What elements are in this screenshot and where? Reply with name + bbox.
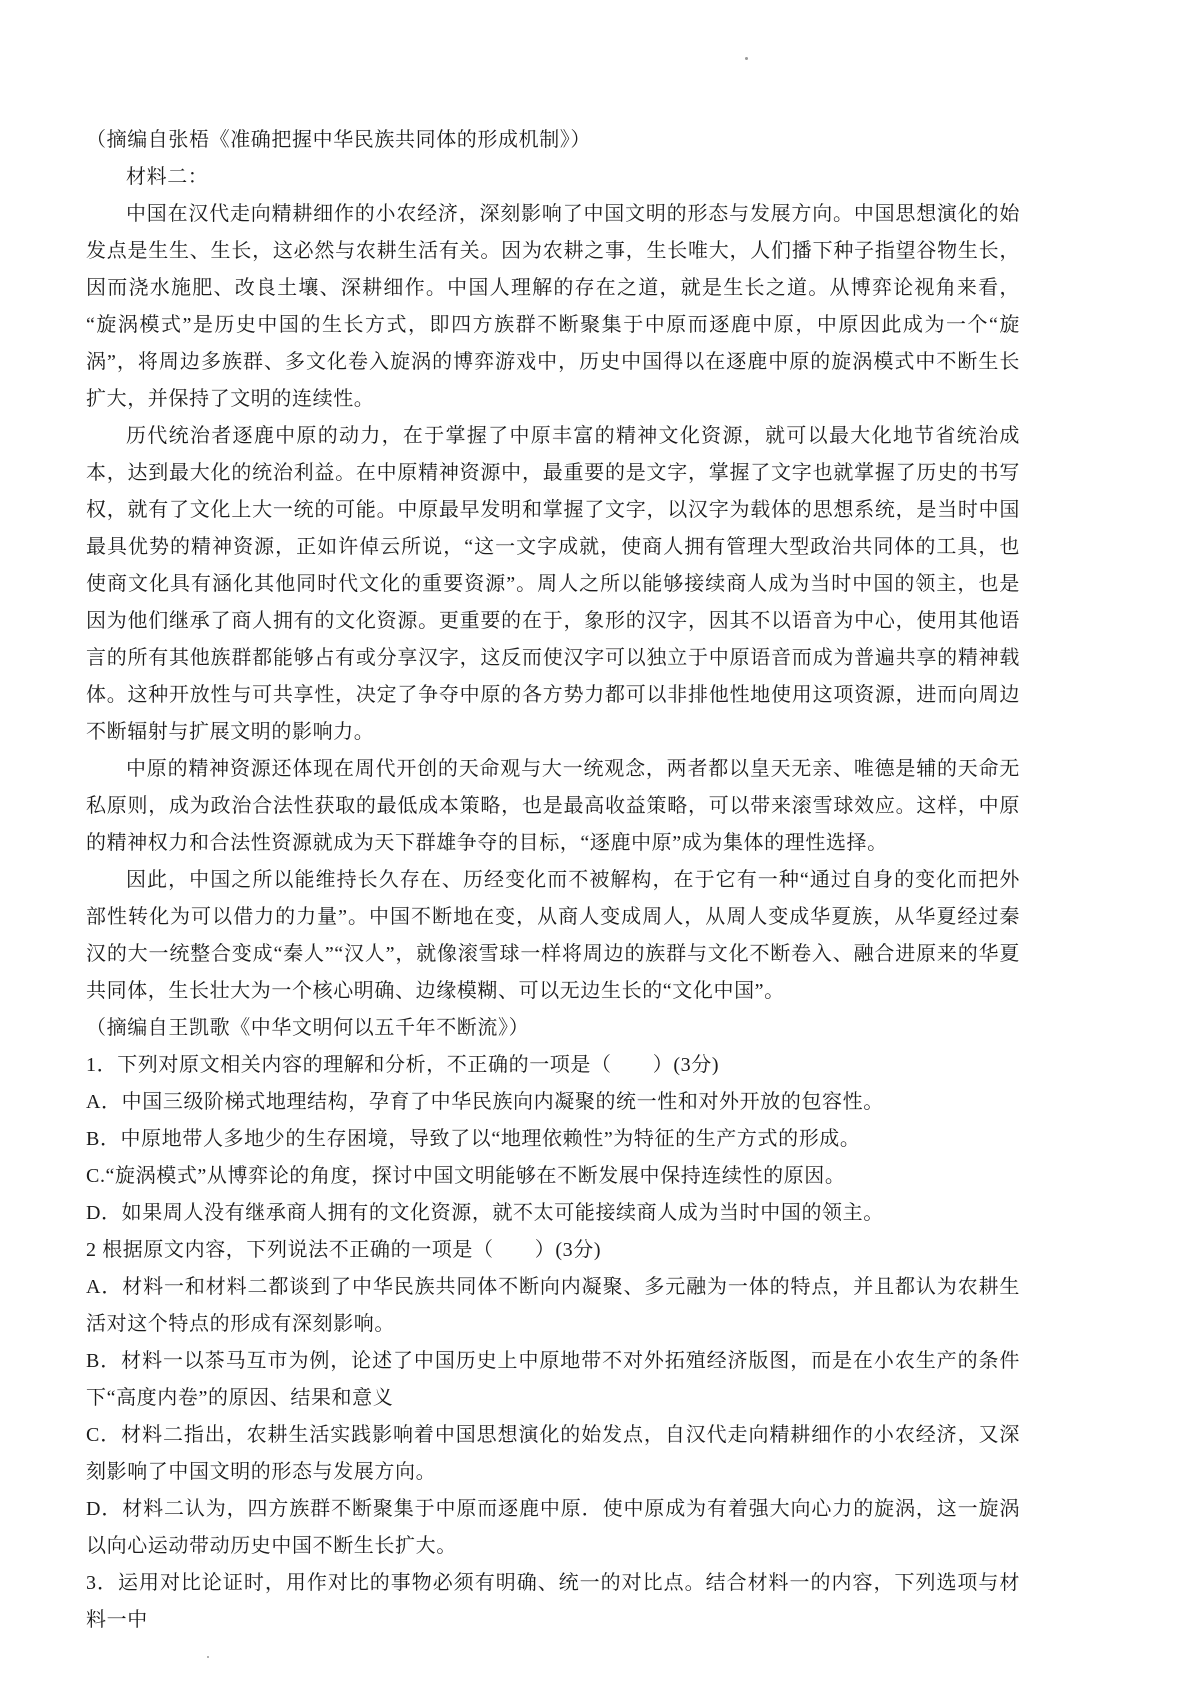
question-1-stem: 1．下列对原文相关内容的理解和分析，不正确的一项是（ ）(3分) — [86, 1054, 720, 1076]
material-two-paragraph-4: 因此，中国之所以能维持长久存在、历经变化而不被解构，在于它有一种“通过自身的变化而把外部性转化为可以借力的力量”。中国不断地在变，从商人变成周人，从周人变成华夏族，从华夏经过秦汉的大一统整合变成“秦人”“汉人”，就像滚雪球一样将周边的族群与文化不断卷入、融合进原来的华夏共同体，生长壮大为一个核心明确、边缘模糊、可以无边生长的“文化中国”。 — [86, 869, 1020, 1002]
question-1-option-a: A．中国三级阶梯式地理结构，孕育了中华民族向内凝聚的统一性和对外开放的包容性。 — [86, 1091, 884, 1113]
question-2-stem: 2 根据原文内容，下列说法不正确的一项是（ ）(3分) — [86, 1239, 602, 1261]
question-1-option-d: D．如果周人没有继承商人拥有的文化资源，就不太可能接续商人成为当时中国的领主。 — [86, 1202, 884, 1224]
scan-speck-bottom — [207, 1656, 209, 1658]
question-1-option-c: C.“旋涡模式”从博弈论的角度，探讨中国文明能够在不断发展中保持连续性的原因。 — [86, 1165, 846, 1187]
material-two-paragraph-1: 中国在汉代走向精耕细作的小农经济，深刻影响了中国文明的形态与发展方向。中国思想演化的始发点是生生、生长，这必然与农耕生活有关。因为农耕之事，生长唯大，人们播下种子指望谷物生长，因而浇水施肥、改良土壤、深耕细作。中国人理解的存在之道，就是生长之道。从博弈论视角来看，“旋涡模式”是历史中国的生长方式，即四方族群不断聚集于中原而逐鹿中原，中原因此成为一个“旋涡”，将周边多族群、多文化卷入旋涡的博弈游戏中，历史中国得以在逐鹿中原的旋涡模式中不断生长扩大，并保持了文明的连续性。 — [86, 203, 1020, 410]
attribution-material-two: （摘编自王凯歌《中华文明何以五千年不断流》） — [86, 1017, 530, 1039]
question-2-option-d: D．材料二认为，四方族群不断聚集于中原而逐鹿中原．使中原成为有着强大向心力的旋涡，这一旋涡以向心运动带动历史中国不断生长扩大。 — [86, 1498, 1020, 1557]
material-two-paragraph-2: 历代统治者逐鹿中原的动力，在于掌握了中原丰富的精神文化资源，就可以最大化地节省统治成本，达到最大化的统治利益。在中原精神资源中，最重要的是文字，掌握了文字也就掌握了历史的书写权，就有了文化上大一统的可能。中原最早发明和掌握了文字，以汉字为载体的思想系统，是当时中国最具优势的精神资源，正如许倬云所说，“这一文字成就，使商人拥有管理大型政治共同体的工具，也使商文化具有涵化其他同时代文化的重要资源”。周人之所以能够接续商人成为当时中国的领主，也是因为他们继承了商人拥有的文化资源。更重要的在于，象形的汉字，因其不以语音为中心，使用其他语言的所有其他族群都能够占有或分享汉字，这反而使汉字可以独立于中原语音而成为普遍共享的精神载体。这种开放性与可共享性，决定了争夺中原的各方势力都可以非排他性地使用这项资源，进而向周边不断辐射与扩展文明的影响力。 — [86, 425, 1020, 743]
question-3-stem: 3．运用对比论证时，用作对比的事物必须有明确、统一的对比点。结合材料一的内容，下列选项与材料一中 — [86, 1572, 1020, 1631]
material-two-paragraph-3: 中原的精神资源还体现在周代开创的天命观与大一统观念，两者都以皇天无亲、唯德是辅的天命无私原则，成为政治合法性获取的最低成本策略，也是最高收益策略，可以带来滚雪球效应。这样，中原的精神权力和合法性资源就成为天下群雄争夺的目标，“逐鹿中原”成为集体的理性选择。 — [86, 758, 1020, 854]
question-2-option-a: A．材料一和材料二都谈到了中华民族共同体不断向内凝聚、多元融为一体的特点，并且都认为农耕生活对这个特点的形成有深刻影响。 — [86, 1276, 1020, 1335]
attribution-material-one: （摘编自张梧《准确把握中华民族共同体的形成机制》） — [86, 129, 591, 151]
question-1-option-b: B．中原地带人多地少的生存困境，导致了以“地理依赖性”为特征的生产方式的形成。 — [86, 1128, 861, 1150]
scan-speck-top — [745, 57, 748, 60]
material-two-label: 材料二： — [126, 166, 209, 188]
question-2-option-b: B．材料一以茶马互市为例，论述了中国历史上中原地带不对外拓殖经济版图，而是在小农生产的条件下“高度内卷”的原因、结果和意义 — [86, 1350, 1020, 1409]
question-2-option-c: C．材料二指出，农耕生活实践影响着中国思想演化的始发点，自汉代走向精耕细作的小农经济，又深刻影响了中国文明的形态与发展方向。 — [86, 1424, 1020, 1483]
